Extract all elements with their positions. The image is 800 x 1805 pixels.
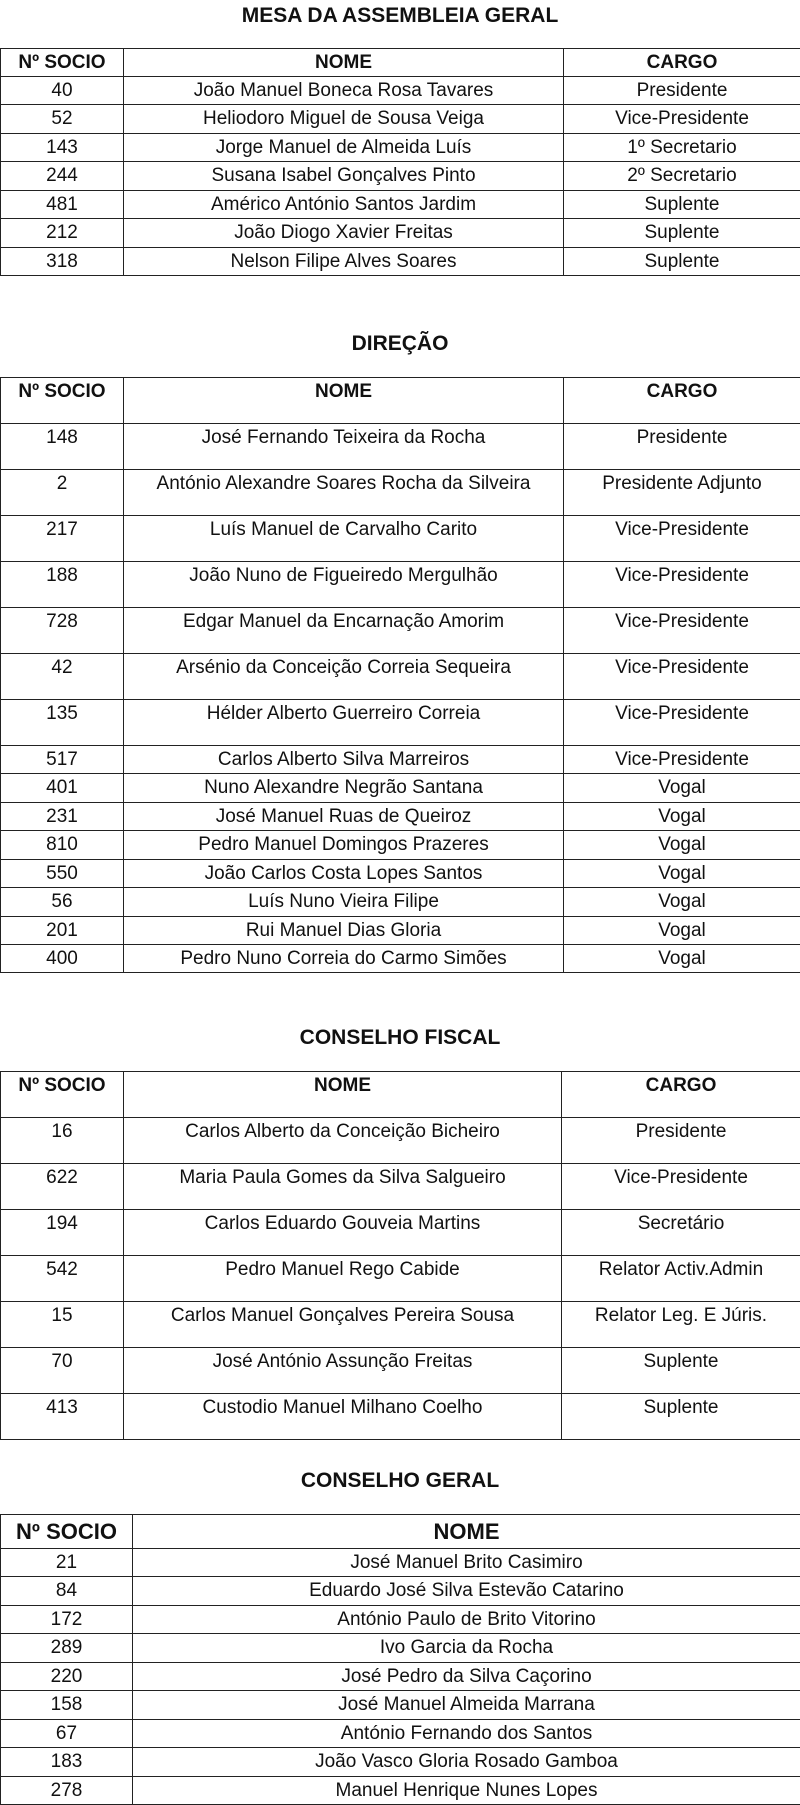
cell-socio: 217 [1, 516, 124, 562]
cell-cargo: Presidente [564, 424, 800, 470]
cell-cargo: Vice-Presidente [564, 746, 800, 774]
cell-nome: João Nuno de Figueiredo Mergulhão [124, 562, 564, 608]
cell-nome: Susana Isabel Gonçalves Pinto [124, 162, 564, 191]
cell-nome: António Alexandre Soares Rocha da Silveira [124, 470, 564, 516]
cell-socio: 401 [1, 774, 124, 803]
cell-cargo: Vogal [564, 917, 800, 945]
cell-socio: 220 [1, 1663, 133, 1691]
table-header-row [1, 1515, 800, 1549]
table-row [1, 1663, 800, 1691]
header-cargo: CARGO [564, 378, 800, 424]
table-row [1, 774, 800, 803]
cell-socio: 400 [1, 945, 124, 973]
cell-cargo: Suplente [564, 191, 800, 219]
conselho-geral-table [0, 1514, 800, 1805]
table-row [1, 945, 800, 973]
cell-socio: 517 [1, 746, 124, 774]
cell-nome: Luís Nuno Vieira Filipe [124, 888, 564, 917]
table-row [1, 219, 800, 248]
cell-cargo: Vogal [564, 803, 800, 831]
cell-nome: Arsénio da Conceição Correia Sequeira [124, 654, 564, 700]
cell-cargo: Presidente [564, 77, 800, 105]
header-socio: Nº SOCIO [1, 378, 124, 424]
cell-cargo: Vogal [564, 888, 800, 917]
table-row [1, 1549, 800, 1577]
cell-nome: Carlos Eduardo Gouveia Martins [124, 1210, 562, 1256]
table-row [1, 1634, 800, 1663]
table-row [1, 77, 800, 105]
table-row [1, 1748, 800, 1777]
table-row [1, 1577, 800, 1606]
table-row [1, 1606, 800, 1634]
cell-socio: 318 [1, 248, 124, 276]
header-cargo: CARGO [564, 49, 800, 77]
cell-socio: 183 [1, 1748, 133, 1777]
table-row [1, 1164, 800, 1210]
cell-nome: José Pedro da Silva Caçorino [133, 1663, 800, 1691]
cell-socio: 810 [1, 831, 124, 860]
table-row [1, 562, 800, 608]
cell-socio: 2 [1, 470, 124, 516]
table-row [1, 654, 800, 700]
direcao-title: DIREÇÃO [351, 332, 449, 355]
cell-cargo: 2º Secretario [564, 162, 800, 191]
table-row [1, 105, 800, 134]
cell-socio: 550 [1, 860, 124, 888]
cell-cargo: Relator Leg. E Júris. [562, 1302, 800, 1348]
table-row [1, 860, 800, 888]
header-socio: Nº SOCIO [1, 1072, 124, 1118]
cell-cargo: Secretário [562, 1210, 800, 1256]
table-row [1, 1256, 800, 1302]
mesa-assembleia-title: MESA DA ASSEMBLEIA GERAL [241, 4, 559, 27]
conselho-fiscal-table [0, 1071, 800, 1440]
cell-socio: 172 [1, 1606, 133, 1634]
cell-socio: 413 [1, 1394, 124, 1440]
table-row [1, 516, 800, 562]
cell-cargo: Vice-Presidente [564, 105, 800, 134]
cell-nome: José Manuel Ruas de Queiroz [124, 803, 564, 831]
table-row [1, 162, 800, 191]
cell-cargo: Vogal [564, 860, 800, 888]
cell-cargo: Vice-Presidente [562, 1164, 800, 1210]
cell-nome: Heliodoro Miguel de Sousa Veiga [124, 105, 564, 134]
cell-cargo: Vogal [564, 945, 800, 973]
cell-cargo: Vice-Presidente [564, 608, 800, 654]
table-row [1, 1777, 800, 1805]
cell-nome: Luís Manuel de Carvalho Carito [124, 516, 564, 562]
header-nome: NOME [124, 378, 564, 424]
cell-nome: Edgar Manuel da Encarnação Amorim [124, 608, 564, 654]
cell-nome: Rui Manuel Dias Gloria [124, 917, 564, 945]
table-row [1, 746, 800, 774]
cell-nome: João Vasco Gloria Rosado Gamboa [133, 1748, 800, 1777]
table-row [1, 191, 800, 219]
cell-socio: 40 [1, 77, 124, 105]
cell-cargo: Presidente [562, 1118, 800, 1164]
table-row [1, 1720, 800, 1748]
cell-nome: Carlos Alberto da Conceição Bicheiro [124, 1118, 562, 1164]
cell-socio: 194 [1, 1210, 124, 1256]
cell-nome: Jorge Manuel de Almeida Luís [124, 134, 564, 162]
table-row [1, 700, 800, 746]
cell-socio: 212 [1, 219, 124, 248]
cell-nome: Custodio Manuel Milhano Coelho [124, 1394, 562, 1440]
table-row [1, 608, 800, 654]
cell-cargo: 1º Secretario [564, 134, 800, 162]
cell-cargo: Relator Activ.Admin [562, 1256, 800, 1302]
cell-nome: Carlos Manuel Gonçalves Pereira Sousa [124, 1302, 562, 1348]
table-row [1, 1348, 800, 1394]
cell-socio: 135 [1, 700, 124, 746]
cell-socio: 52 [1, 105, 124, 134]
cell-nome: Pedro Manuel Domingos Prazeres [124, 831, 564, 860]
cell-cargo: Vogal [564, 774, 800, 803]
cell-socio: 231 [1, 803, 124, 831]
cell-nome: João Diogo Xavier Freitas [124, 219, 564, 248]
cell-socio: 201 [1, 917, 124, 945]
cell-cargo: Vice-Presidente [564, 700, 800, 746]
table-header-row [1, 378, 800, 424]
table-row [1, 470, 800, 516]
table-row [1, 831, 800, 860]
cell-nome: Américo António Santos Jardim [124, 191, 564, 219]
cell-nome: José Manuel Brito Casimiro [133, 1549, 800, 1577]
cell-nome: Hélder Alberto Guerreiro Correia [124, 700, 564, 746]
table-row [1, 1691, 800, 1720]
cell-cargo: Suplente [562, 1348, 800, 1394]
table-row [1, 1210, 800, 1256]
cell-nome: Pedro Manuel Rego Cabide [124, 1256, 562, 1302]
table-row [1, 888, 800, 917]
cell-socio: 728 [1, 608, 124, 654]
table-header-row [1, 1072, 800, 1118]
cell-nome: Pedro Nuno Correia do Carmo Simões [124, 945, 564, 973]
cell-socio: 56 [1, 888, 124, 917]
cell-socio: 188 [1, 562, 124, 608]
cell-socio: 15 [1, 1302, 124, 1348]
table-row [1, 424, 800, 470]
header-nome: NOME [133, 1515, 800, 1549]
table-row [1, 1118, 800, 1164]
cell-nome: Nelson Filipe Alves Soares [124, 248, 564, 276]
cell-socio: 278 [1, 1777, 133, 1805]
direcao-table [0, 377, 800, 973]
cell-socio: 158 [1, 1691, 133, 1720]
mesa-assembleia-table [0, 48, 800, 276]
cell-socio: 289 [1, 1634, 133, 1663]
cell-nome: Nuno Alexandre Negrão Santana [124, 774, 564, 803]
header-cargo: CARGO [562, 1072, 800, 1118]
header-nome: NOME [124, 49, 564, 77]
cell-socio: 67 [1, 1720, 133, 1748]
cell-nome: António Paulo de Brito Vitorino [133, 1606, 800, 1634]
cell-nome: Maria Paula Gomes da Silva Salgueiro [124, 1164, 562, 1210]
cell-cargo: Suplente [562, 1394, 800, 1440]
cell-socio: 21 [1, 1549, 133, 1577]
cell-cargo: Suplente [564, 248, 800, 276]
cell-cargo: Suplente [564, 219, 800, 248]
cell-socio: 622 [1, 1164, 124, 1210]
cell-nome: João Manuel Boneca Rosa Tavares [124, 77, 564, 105]
cell-socio: 244 [1, 162, 124, 191]
cell-nome: José Fernando Teixeira da Rocha [124, 424, 564, 470]
cell-cargo: Vogal [564, 831, 800, 860]
cell-cargo: Presidente Adjunto [564, 470, 800, 516]
cell-socio: 70 [1, 1348, 124, 1394]
header-nome: NOME [124, 1072, 562, 1118]
cell-nome: António Fernando dos Santos [133, 1720, 800, 1748]
cell-nome: João Carlos Costa Lopes Santos [124, 860, 564, 888]
table-row [1, 248, 800, 276]
header-socio: Nº SOCIO [1, 1515, 133, 1549]
conselho-fiscal-title: CONSELHO FISCAL [299, 1026, 501, 1049]
cell-socio: 148 [1, 424, 124, 470]
table-header-row [1, 49, 800, 77]
conselho-geral-title: CONSELHO GERAL [300, 1469, 500, 1492]
cell-socio: 84 [1, 1577, 133, 1606]
cell-cargo: Vice-Presidente [564, 654, 800, 700]
cell-nome: Ivo Garcia da Rocha [133, 1634, 800, 1663]
table-row [1, 803, 800, 831]
cell-nome: José Manuel Almeida Marrana [133, 1691, 800, 1720]
cell-cargo: Vice-Presidente [564, 516, 800, 562]
cell-socio: 481 [1, 191, 124, 219]
table-row [1, 1302, 800, 1348]
cell-nome: José António Assunção Freitas [124, 1348, 562, 1394]
cell-socio: 42 [1, 654, 124, 700]
cell-socio: 143 [1, 134, 124, 162]
table-row [1, 134, 800, 162]
table-row [1, 917, 800, 945]
table-row [1, 1394, 800, 1440]
cell-socio: 16 [1, 1118, 124, 1164]
cell-nome: Manuel Henrique Nunes Lopes [133, 1777, 800, 1805]
cell-socio: 542 [1, 1256, 124, 1302]
cell-cargo: Vice-Presidente [564, 562, 800, 608]
cell-nome: Eduardo José Silva Estevão Catarino [133, 1577, 800, 1606]
cell-nome: Carlos Alberto Silva Marreiros [124, 746, 564, 774]
header-socio: Nº SOCIO [1, 49, 124, 77]
